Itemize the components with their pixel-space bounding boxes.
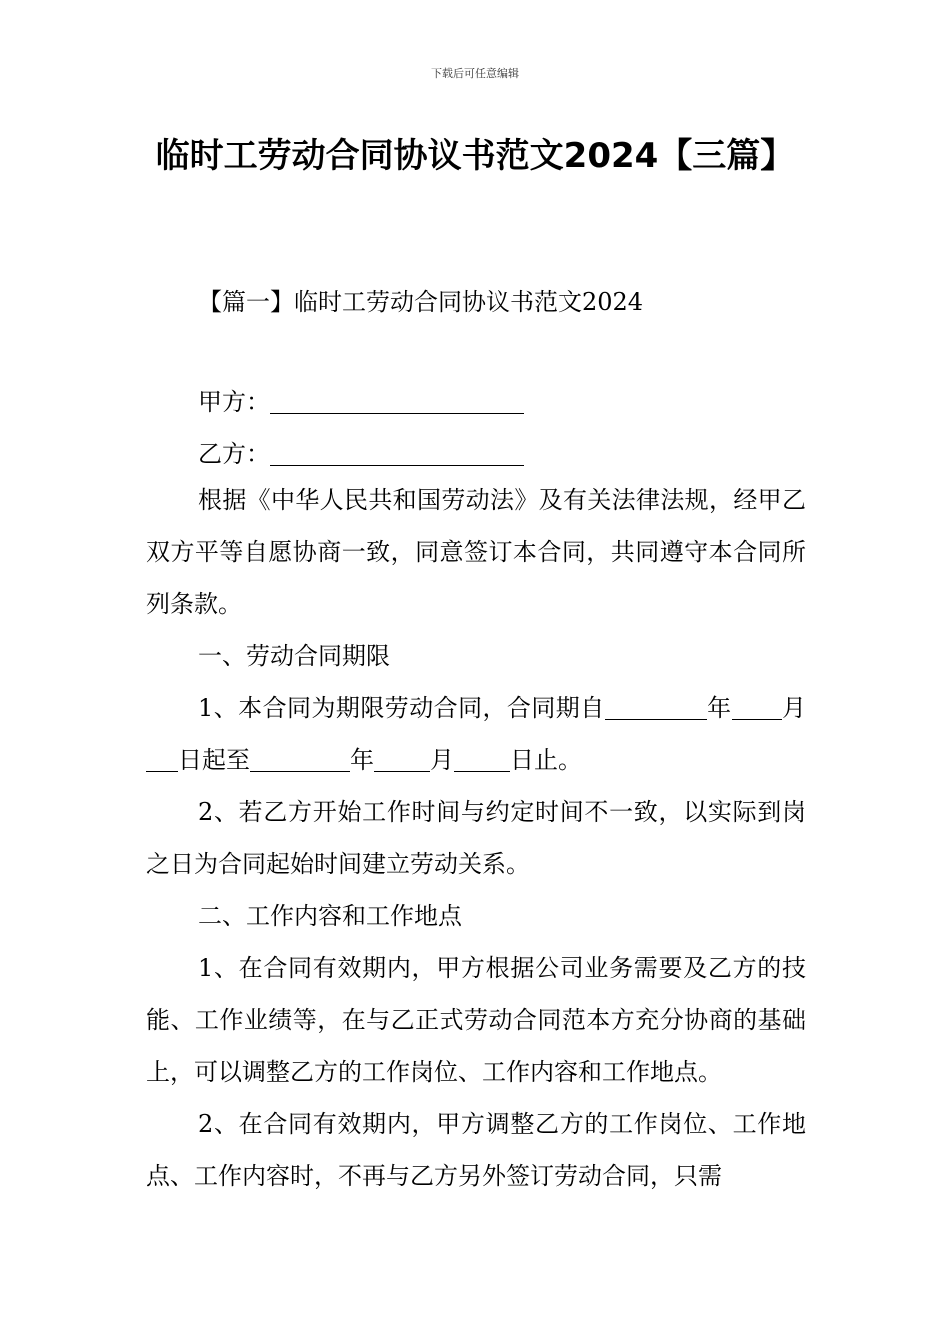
party-a-label: 甲方：	[198, 388, 270, 416]
party-a-blank	[270, 389, 524, 414]
end-year-blank	[250, 747, 350, 772]
header-note: 下载后可任意编辑	[431, 67, 519, 80]
start-day-blank	[146, 747, 178, 772]
paragraph-adjust-no-new-contract: 2、在合同有效期内，甲方调整乙方的工作岗位、工作地点、工作内容时，不再与乙方另外签订劳动合同，只需	[146, 1110, 806, 1190]
party-b-line	[198, 434, 524, 469]
end-day-blank	[454, 747, 510, 772]
heading-contract-term: 一、劳动合同期限	[198, 642, 390, 670]
end-month-blank	[374, 747, 430, 772]
paragraph-adjust-position: 1、在合同有效期内，甲方根据公司业务需要及乙方的技能、工作业绩等，在与乙正式劳动合同范本方充分协商的基础上，可以调整乙方的工作岗位、工作内容和工作地点。	[146, 954, 806, 1086]
start-year-blank	[605, 695, 707, 720]
document-title: 临时工劳动合同协议书范文2024【三篇】	[155, 136, 795, 176]
party-b-blank	[270, 441, 524, 466]
party-a-line	[198, 382, 524, 417]
paragraph-start-time: 2、若乙方开始工作时间与约定时间不一致，以实际到岗之日为合同起始时间建立劳动关系。	[146, 798, 806, 878]
paragraph-term-dates: 1、本合同为期限劳动合同，合同期自 年 月日起至 年 月 日止。	[146, 682, 806, 786]
section-title: 【篇一】临时工劳动合同协议书范文2024	[198, 288, 644, 316]
document-body	[146, 474, 806, 1202]
paragraph-preamble: 根据《中华人民共和国劳动法》及有关法律法规，经甲乙双方平等自愿协商一致，同意签订本合同，共同遵守本合同所列条款。	[146, 486, 806, 618]
heading-work-content: 二、工作内容和工作地点	[198, 902, 462, 930]
start-month-blank	[732, 695, 782, 720]
party-b-label: 乙方：	[198, 440, 270, 468]
